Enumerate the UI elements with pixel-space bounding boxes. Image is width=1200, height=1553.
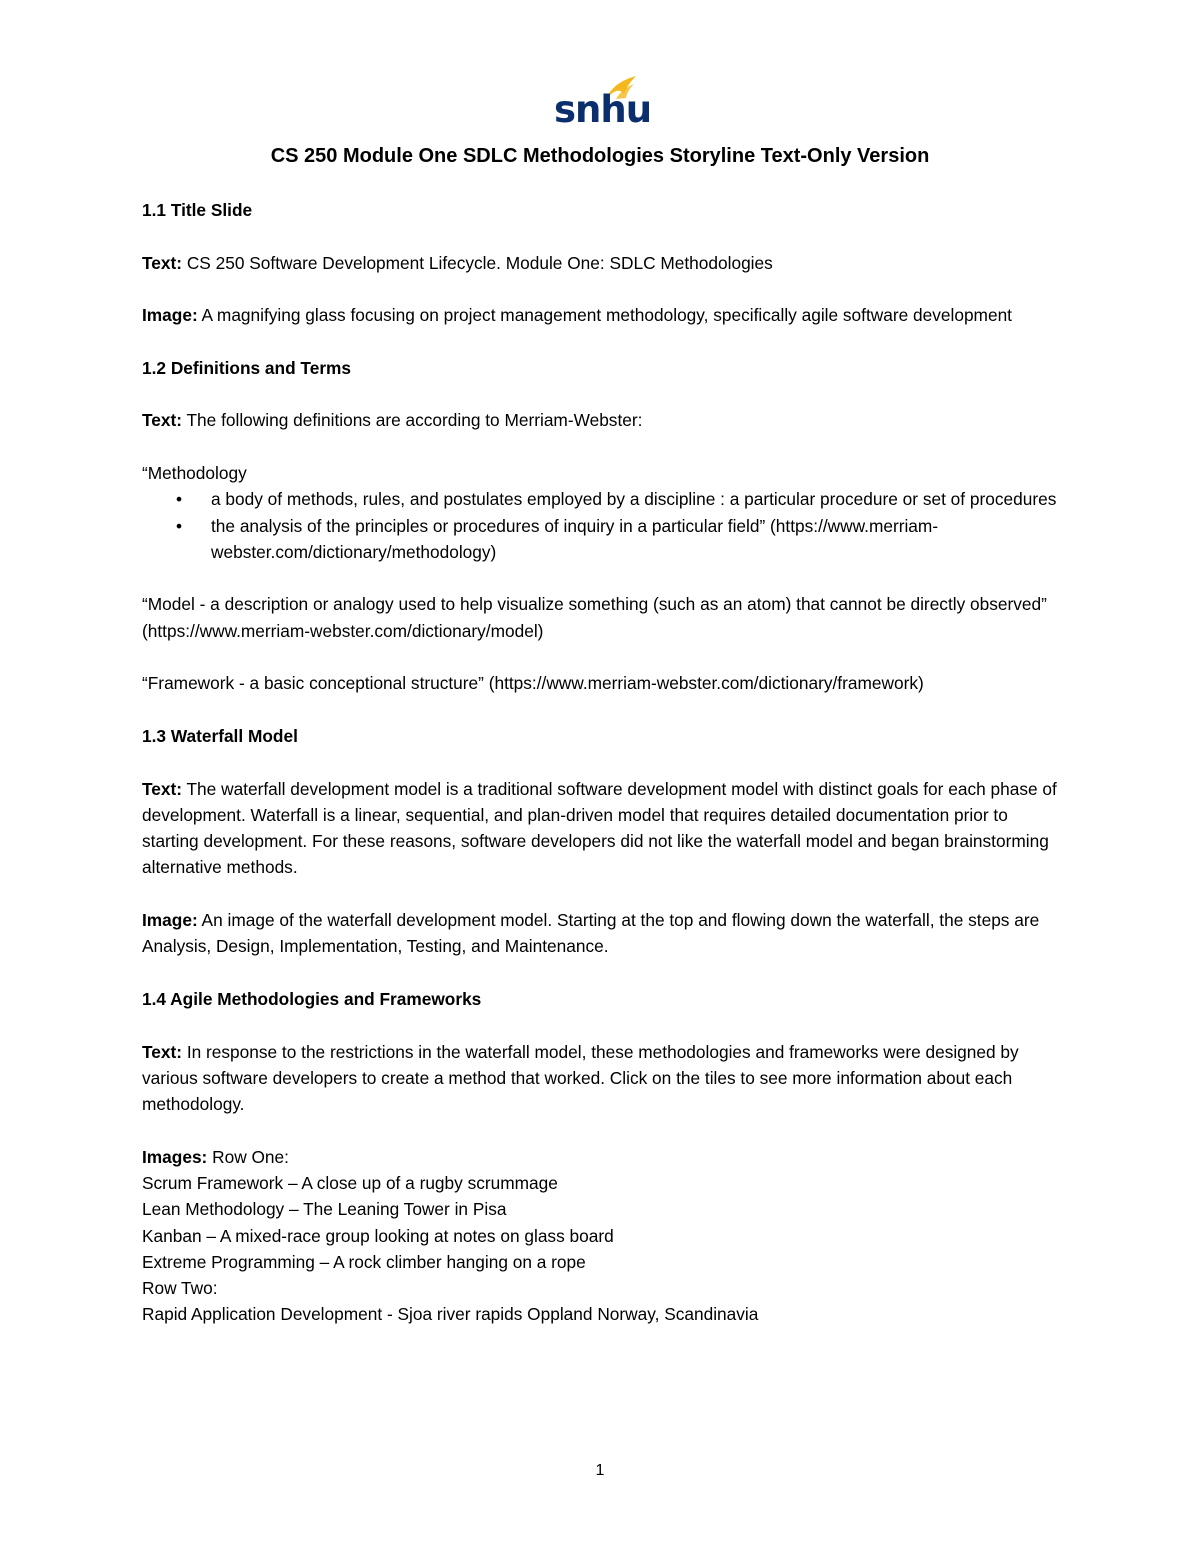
text-label: Text: [142, 410, 183, 431]
list-item [142, 513, 1057, 566]
methodology-term: “Methodology [142, 462, 247, 483]
text-content: In response to the restrictions in the waterfall model, these methodologies and frameworks were designed by various software developers to create a method that worked. Click on the tiles to see more information about each methodology. [142, 1041, 1019, 1115]
model-definition: “Model - a description or analogy used to help visualize something (such as an atom) that cannot be directly observed” (https://www.merriam-webster.com/dictionary/model) [142, 594, 1047, 641]
list-item: Scrum Framework – A close up of a rugby scrummage [142, 1172, 558, 1193]
snhu-logo [554, 74, 652, 134]
logo-wordmark: snhu [554, 88, 652, 131]
image-label: Image: [142, 910, 198, 931]
waterfall-text [142, 776, 1057, 881]
list-item: Lean Methodology – The Leaning Tower in Pisa [142, 1199, 507, 1220]
list-item [142, 486, 1057, 512]
text-content: CS 250 Software Development Lifecycle. Module One: SDLC Methodologies [182, 252, 773, 273]
text-label: Text: [142, 1041, 183, 1062]
text-content: The waterfall development model is a traditional software development model with distinct goals for each phase of development. Waterfall is a linear, sequential, and plan-driven model that requires detailed documentation prior to starting development. For these reasons, software developers did not like the waterfall model and began brainstorming alternative methods. [142, 778, 1057, 878]
images-label: Images: [142, 1146, 208, 1167]
framework-definition: “Framework - a basic conceptional structure” (https://www.merriam-webster.com/dictionary/framework) [142, 673, 924, 694]
agile-images [142, 1144, 1057, 1328]
row-two-label: Row Two: [142, 1278, 218, 1299]
list-item: Rapid Application Development - Sjoa river rapids Oppland Norway, Scandinavia [142, 1304, 759, 1325]
image-description: An image of the waterfall development model. Starting at the top and flowing down the waterfall, the steps are Analysis, Design, Implementation, Testing, and Maintenance. [142, 910, 1040, 957]
document-body [142, 197, 1057, 1328]
image-description: A magnifying glass focusing on project management methodology, specifically agile software development [197, 305, 1012, 326]
page-number: 1 [595, 1462, 605, 1479]
methodology-definition-list [142, 486, 1057, 565]
image-label: Image: [142, 305, 198, 326]
list-item: Extreme Programming – A rock climber hanging on a rope [142, 1251, 586, 1272]
text-content: The following definitions are according to Merriam-Webster: [182, 410, 643, 431]
section-heading-waterfall: 1.3 Waterfall Model [142, 725, 298, 746]
list-item-text: the analysis of the principles or procedures of inquiry in a particular field” (https://www.merriam-webster.com/dictionary/methodology) [211, 515, 939, 562]
section-heading-title-slide: 1.1 Title Slide [142, 200, 253, 220]
section-heading-agile: 1.4 Agile Methodologies and Frameworks [142, 988, 482, 1009]
list-item-text: a body of methods, rules, and postulates employed by a discipline : a particular procedure or set of procedures [211, 489, 1057, 510]
bullet-icon: • [176, 489, 183, 510]
agile-text [142, 1039, 1057, 1118]
definitions-text [142, 407, 1057, 433]
title-slide-image [142, 302, 1057, 328]
waterfall-image [142, 907, 1057, 960]
text-label: Text: [142, 252, 183, 273]
list-item: Kanban – A mixed-race group looking at notes on glass board [142, 1225, 614, 1246]
text-label: Text: [142, 778, 183, 799]
row-one-heading [142, 1144, 1057, 1170]
section-heading-definitions: 1.2 Definitions and Terms [142, 357, 352, 378]
bullet-icon: • [176, 515, 183, 536]
title-slide-text [142, 250, 1057, 276]
document-title: CS 250 Module One SDLC Methodologies Storyline Text-Only Version [270, 145, 930, 167]
row-one-label: Row One: [207, 1146, 289, 1167]
